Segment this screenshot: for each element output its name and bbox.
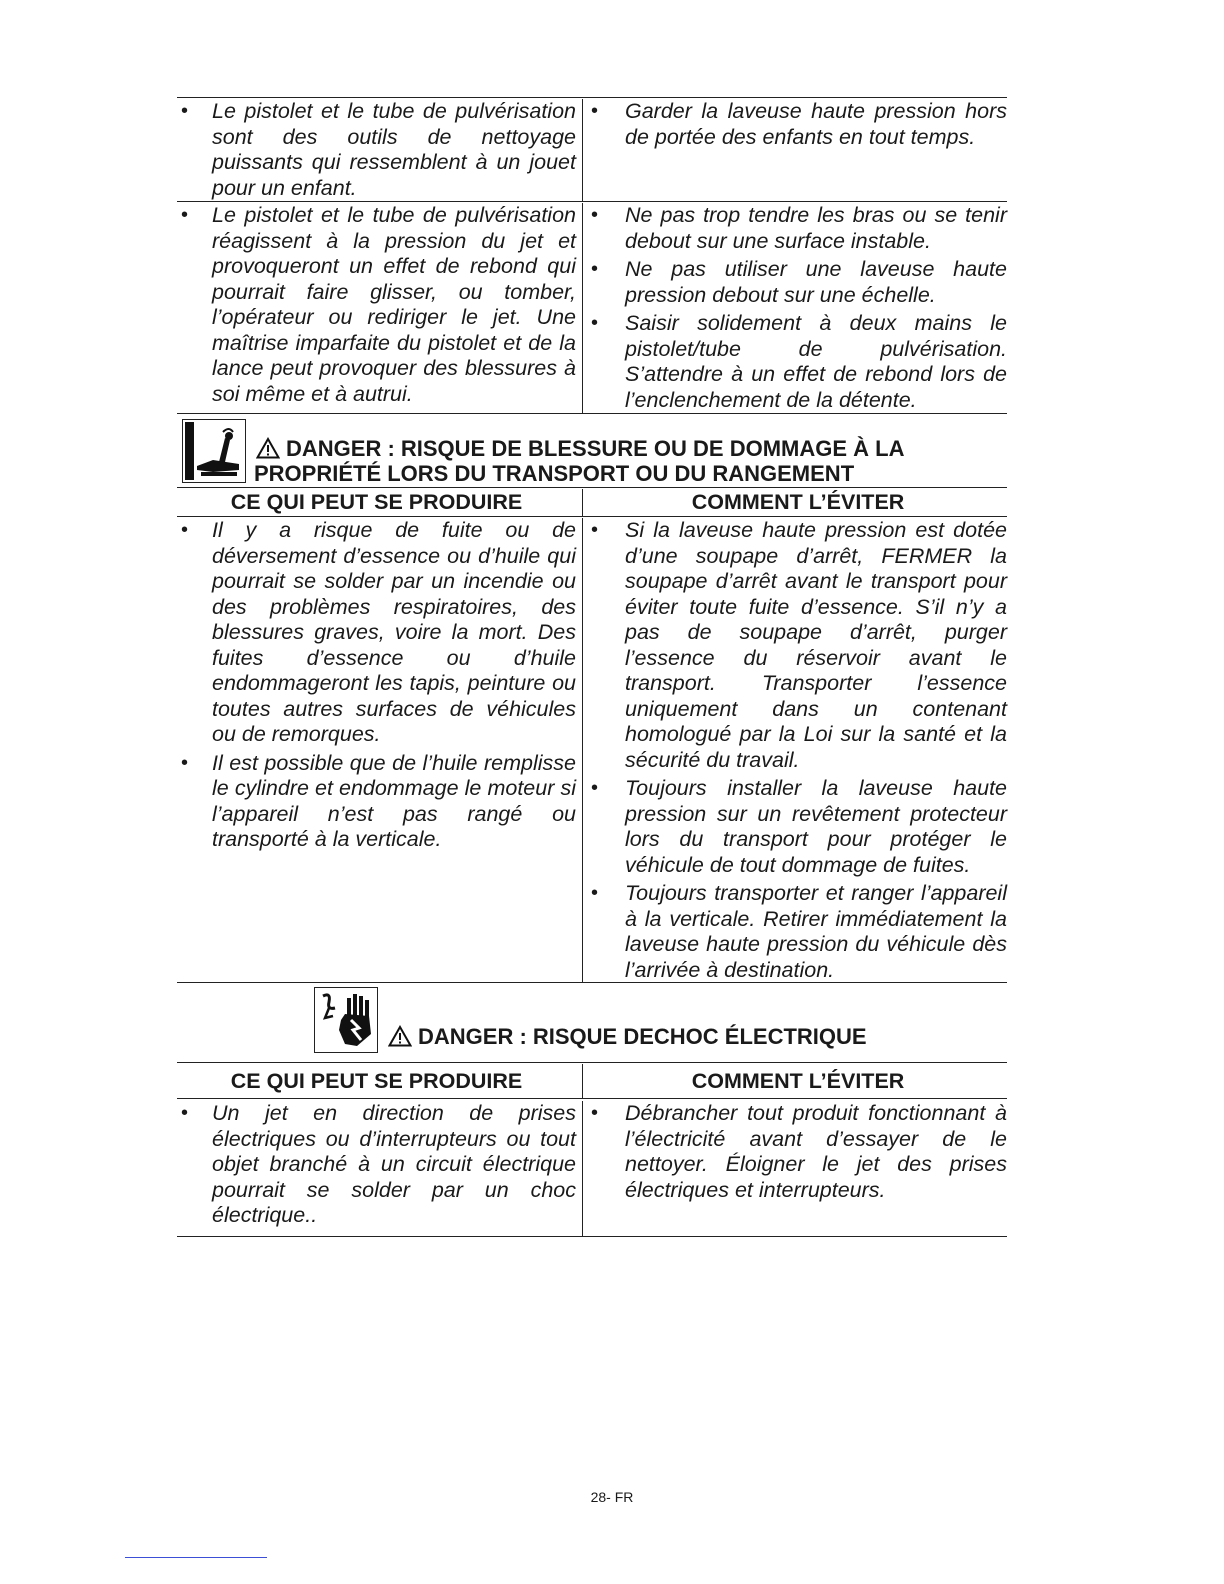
section1-row-1: [177, 99, 1007, 201]
section2-danger-title: [256, 436, 904, 461]
list-item: • Garder la laveuse haute pression hors de portée des enfants en tout temps.: [589, 99, 1007, 150]
list-item: • Le pistolet et le tube de pulvérisation réagissent à la pression du jet et provoqueront un effet de rebond qui pourrait faire glisser, ou tomber, l’opérateur ou rediriger le jet. Une maîtrise imparfaite du pistolet et de la lance peut provoquer des blessures à soi même et à autrui.: [177, 203, 576, 407]
section1-row-2: [177, 203, 1007, 413]
list-item: • Il est possible que de l’huile remplisse le cylindre et endommage le moteur si l’appareil n’est pas rangé ou transporté à la verticale.: [177, 751, 576, 853]
footer-rule: [125, 1557, 267, 1558]
transport-hazard-icon: [182, 419, 246, 483]
section1-bottom-rule: [177, 413, 1007, 414]
column-header-prevention: COMMENT L’ÉVITER: [691, 1069, 905, 1093]
section1-row1-hazard: [177, 99, 583, 201]
section1-top-rule: [177, 97, 1007, 98]
list-item: • Le pistolet et le tube de pulvérisation sont des outils de nettoyage puissants qui ressemblent à un jouet pour un enfant.: [177, 99, 576, 201]
section2-preventions: [583, 518, 1007, 982]
warning-triangle-icon: [388, 1025, 412, 1047]
list-item: • Si la laveuse haute pression est dotée d’une soupape d’arrêt, FERMER la soupape d’arrêt avant le transport pour éviter toute fuite d’essence. S’il n’y a pas de soupape d’arrêt, purger l’essence du réservoir avant le transport. Transporter l’essence uniquement dans un contenant homologué par la Loi sur la santé et la sécurité du travail.: [589, 518, 1007, 773]
list-item: • Un jet en direction de prises électriques ou d’interrupteurs ou tout objet branché à un circuit électrique pourrait se solder par un choc électrique..: [177, 1101, 576, 1229]
section2-bottom-rule: [177, 982, 1007, 983]
section3-subheader-rule: [177, 1098, 1007, 1099]
section2-subheader-rule: [177, 516, 1007, 517]
section2-danger-title-line2: [254, 461, 854, 486]
list-item: • Il y a risque de fuite ou de déversement d’essence ou d’huile qui pourrait se solder par un incendie ou des problèmes respiratoires, des blessures graves, voire la mort. Des fuites d’essence ou d’huile endommageront les tapis, peinture ou toutes autres surfaces de véhicules ou de remorques.: [177, 518, 576, 748]
section2-body: [177, 518, 1007, 982]
section3-danger-title: [388, 1024, 867, 1049]
section2-column-headers: [177, 489, 1007, 517]
electric-shock-icon: [314, 987, 378, 1053]
column-header-hazard: CE QUI PEUT SE PRODUIRE: [177, 489, 583, 517]
section1-row2-prevention: [583, 203, 1007, 413]
list-item: • Ne pas trop tendre les bras ou se tenir debout sur une surface instable.: [589, 203, 1007, 254]
section3-column-headers: [177, 1064, 1007, 1098]
section1-row2-hazard: [177, 203, 583, 413]
list-item: • Toujours installer la laveuse haute pression sur un revêtement protecteur lors du transport pour protéger le véhicule de tout dommage de fuites.: [589, 776, 1007, 878]
page-number: 28- FR: [590, 1489, 634, 1505]
section2-header-rule: [177, 487, 1007, 488]
list-item: • Toujours transporter et ranger l’appareil à la verticale. Retirer immédiatement la laveuse haute pression du véhicule dès l’arrivée à destination.: [589, 881, 1007, 983]
section2-hazards: [177, 518, 583, 982]
section3-body: [177, 1101, 1007, 1236]
section3-bottom-rule: [177, 1236, 1007, 1237]
section1-row1-prevention: [583, 99, 1007, 201]
section3-title: DANGER : RISQUE DECHOC ÉLECTRIQUE: [418, 1024, 867, 1049]
warning-triangle-icon: [256, 437, 280, 459]
column-header-prevention: COMMENT L’ÉVITER: [691, 490, 905, 514]
section2-title-line1: DANGER : RISQUE DE BLESSURE OU DE DOMMAGE À LA: [286, 436, 905, 461]
section2-title-line2: PROPRIÉTÉ LORS DU TRANSPORT OU DU RANGEMENT: [254, 461, 855, 486]
column-header-hazard: CE QUI PEUT SE PRODUIRE: [177, 1064, 583, 1098]
section1-mid-rule: [177, 201, 1007, 202]
section3-hazards: [177, 1101, 583, 1236]
section3-header-rule: [177, 1062, 1007, 1063]
section3-preventions: [583, 1101, 1007, 1236]
list-item: • Saisir solidement à deux mains le pistolet/tube de pulvérisation. S’attendre à un effet de rebond lors de l’enclenchement de la détente.: [589, 311, 1007, 413]
list-item: • Ne pas utiliser une laveuse haute pression debout sur une échelle.: [589, 257, 1007, 308]
list-item: • Débrancher tout produit fonctionnant à l’électricité avant d’essayer de le nettoyer. Éloigner le jet des prises électriques et interrupteurs.: [589, 1101, 1007, 1203]
